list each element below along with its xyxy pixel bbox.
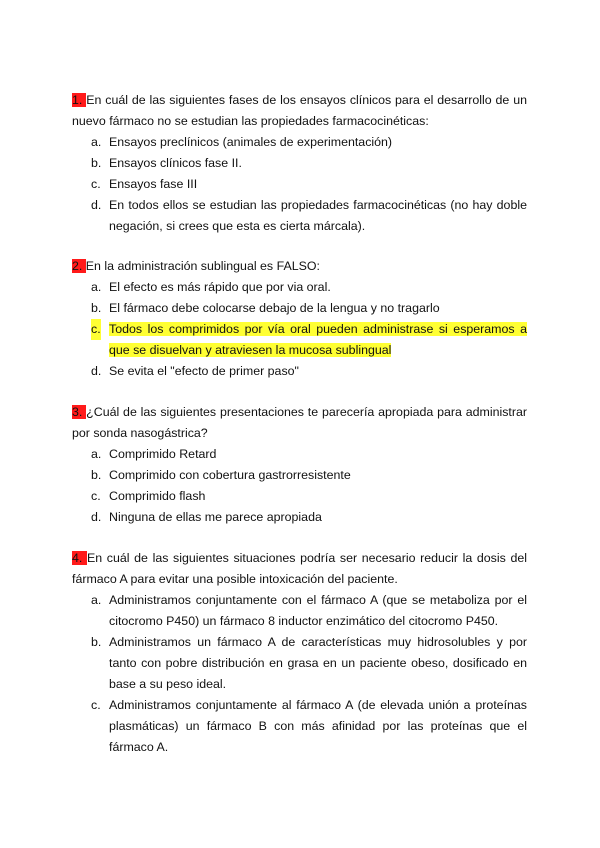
question-2-stem bbox=[72, 256, 527, 277]
question-3-text: ¿Cuál de las siguientes presentaciones te parecería apropiada para administrar por sonda nasogástrica? bbox=[72, 405, 527, 440]
question-2 bbox=[72, 256, 527, 382]
option-text: Comprimido con cobertura gastrorresistente bbox=[109, 468, 351, 482]
question-1-text: En cuál de las siguientes fases de los ensayos clínicos para el desarrollo de un nuevo fármaco no se estudian las propiedades farmacocinéticas: bbox=[72, 93, 527, 128]
question-4-option-a bbox=[72, 590, 527, 632]
question-3-stem bbox=[72, 402, 527, 444]
question-1-option-b bbox=[72, 153, 527, 174]
question-4-options bbox=[72, 590, 527, 758]
question-3-option-a bbox=[72, 444, 527, 465]
option-letter: a. bbox=[91, 447, 102, 461]
option-letter: c. bbox=[91, 319, 101, 340]
question-1-option-c bbox=[72, 174, 527, 195]
option-letter: a. bbox=[91, 135, 102, 149]
option-letter: b. bbox=[91, 635, 102, 649]
question-2-number: 2. bbox=[72, 259, 86, 273]
option-text-highlighted: Todos los comprimidos por vía oral pueden administrase si esperamos a que se disuelvan y atraviesen la mucosa sublingual bbox=[109, 322, 527, 357]
question-2-option-a bbox=[72, 277, 527, 298]
question-3-options bbox=[72, 444, 527, 528]
question-4-option-b bbox=[72, 632, 527, 695]
question-4-number: 4. bbox=[72, 551, 87, 565]
option-text: El fármaco debe colocarse debajo de la lengua y no tragarlo bbox=[109, 301, 440, 315]
question-3 bbox=[72, 402, 527, 528]
option-letter: c. bbox=[91, 177, 101, 191]
option-text: Ensayos clínicos fase II. bbox=[109, 156, 242, 170]
question-2-option-d bbox=[72, 361, 527, 382]
option-letter: c. bbox=[91, 489, 101, 503]
question-1 bbox=[72, 90, 527, 237]
option-text: Se evita el "efecto de primer paso" bbox=[109, 364, 299, 378]
question-1-option-a bbox=[72, 132, 527, 153]
option-letter: d. bbox=[91, 364, 102, 378]
question-3-option-c bbox=[72, 486, 527, 507]
question-3-number: 3. bbox=[72, 405, 87, 419]
option-letter: b. bbox=[91, 468, 102, 482]
question-1-stem bbox=[72, 90, 527, 132]
option-letter: b. bbox=[91, 156, 102, 170]
option-text: El efecto es más rápido que por via oral. bbox=[109, 280, 331, 294]
option-text: Ninguna de ellas me parece apropiada bbox=[109, 510, 322, 524]
question-4-option-c bbox=[72, 695, 527, 758]
question-1-option-d bbox=[72, 195, 527, 237]
question-1-number: 1. bbox=[72, 93, 87, 107]
option-letter: d. bbox=[91, 510, 102, 524]
question-2-options bbox=[72, 277, 527, 382]
question-1-options bbox=[72, 132, 527, 237]
question-3-option-b bbox=[72, 465, 527, 486]
option-letter: a. bbox=[91, 593, 102, 607]
option-text: En todos ellos se estudian las propiedades farmacocinéticas (no hay doble negación, si crees que esta es cierta márcala). bbox=[109, 198, 527, 233]
question-2-text: En la administración sublingual es FALSO: bbox=[85, 259, 320, 273]
question-2-option-b bbox=[72, 298, 527, 319]
question-4-stem bbox=[72, 548, 527, 590]
question-2-option-c bbox=[72, 319, 527, 361]
option-letter: a. bbox=[91, 280, 102, 294]
option-letter: b. bbox=[91, 301, 102, 315]
option-text: Administramos un fármaco A de características muy hidrosolubles y por tanto con pobre distribución en grasa en un paciente obeso, dosificado en base a su peso ideal. bbox=[109, 635, 527, 691]
question-4-text: En cuál de las siguientes situaciones podría ser necesario reducir la dosis del fármaco A para evitar una posible intoxicación del paciente. bbox=[72, 551, 527, 586]
option-letter: c. bbox=[91, 698, 101, 712]
option-text: Administramos conjuntamente con el fármaco A (que se metaboliza por el citocromo P450) un fármaco 8 inductor enzimático del citocromo P450. bbox=[109, 593, 527, 628]
option-text: Comprimido flash bbox=[109, 489, 206, 503]
option-letter: d. bbox=[91, 198, 102, 212]
option-text: Comprimido Retard bbox=[109, 447, 217, 461]
question-4 bbox=[72, 548, 527, 758]
option-text: Administramos conjuntamente al fármaco A (de elevada unión a proteínas plasmáticas) un fármaco B con más afinidad por las proteínas que el fármaco A. bbox=[109, 698, 527, 754]
option-text: Ensayos preclínicos (animales de experimentación) bbox=[109, 135, 393, 149]
question-3-option-d bbox=[72, 507, 527, 528]
option-text: Ensayos fase III bbox=[109, 177, 198, 191]
